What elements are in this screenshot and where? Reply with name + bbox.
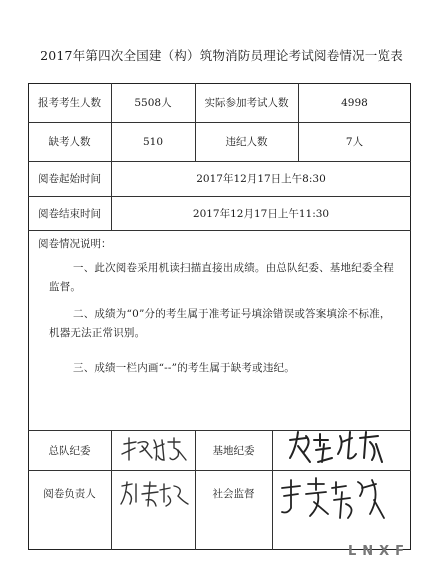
social-supervision-signature [276,474,388,526]
actual-count-label: 实际参加考试人数 [204,97,289,109]
col-divider [272,430,273,550]
grading-end-label: 阅卷结束时间 [38,207,101,220]
violation-count-label: 违纪人数 [225,136,268,148]
registered-count-label: 报考考生人数 [38,97,101,109]
note-paragraph-2: 二、成绩为“0”分的考生属于准考证号填涂错误或答案填涂不标准，机器无法正常识别。 [49,308,391,339]
absent-count-label: 缺考人数 [48,136,91,148]
watermark-logo: LNXF [348,544,411,559]
grading-start-label: 阅卷起始时间 [38,173,101,185]
actual-count-value: 4998 [341,96,368,109]
notes-heading: 阅卷情况说明： [38,238,112,250]
col-divider [111,430,112,550]
grading-start-value: 2017年12月17日上午8:30 [196,173,326,185]
social-supervision-label: 社会监督 [212,488,255,500]
absent-count-value: 510 [142,135,164,148]
base-discipline-label: 基地纪委 [212,444,255,457]
corps-discipline-label: 总队纪委 [48,444,91,457]
row-divider [28,230,411,231]
corps-discipline-signature [118,434,190,466]
note-paragraph-3: 三、成绩一栏内画“--”的考生属于缺考或违纪。 [73,362,295,374]
registered-count-value: 5508人 [134,97,172,109]
note-paragraph-1: 一、此次阅卷采用机读扫描直接出成绩。由总队纪委、基地纪委全程监督。 [49,262,394,293]
base-discipline-signature [286,428,386,468]
grading-lead-signature [118,478,192,512]
grading-end-value: 2017年12月17日上午11:30 [192,207,330,220]
violation-count-value: 7人 [345,136,364,148]
document-title: 2017年第四次全国建（构）筑物消防员理论考试阅卷情况一览表 [40,48,403,63]
grading-lead-label: 阅卷负责人 [43,488,96,500]
